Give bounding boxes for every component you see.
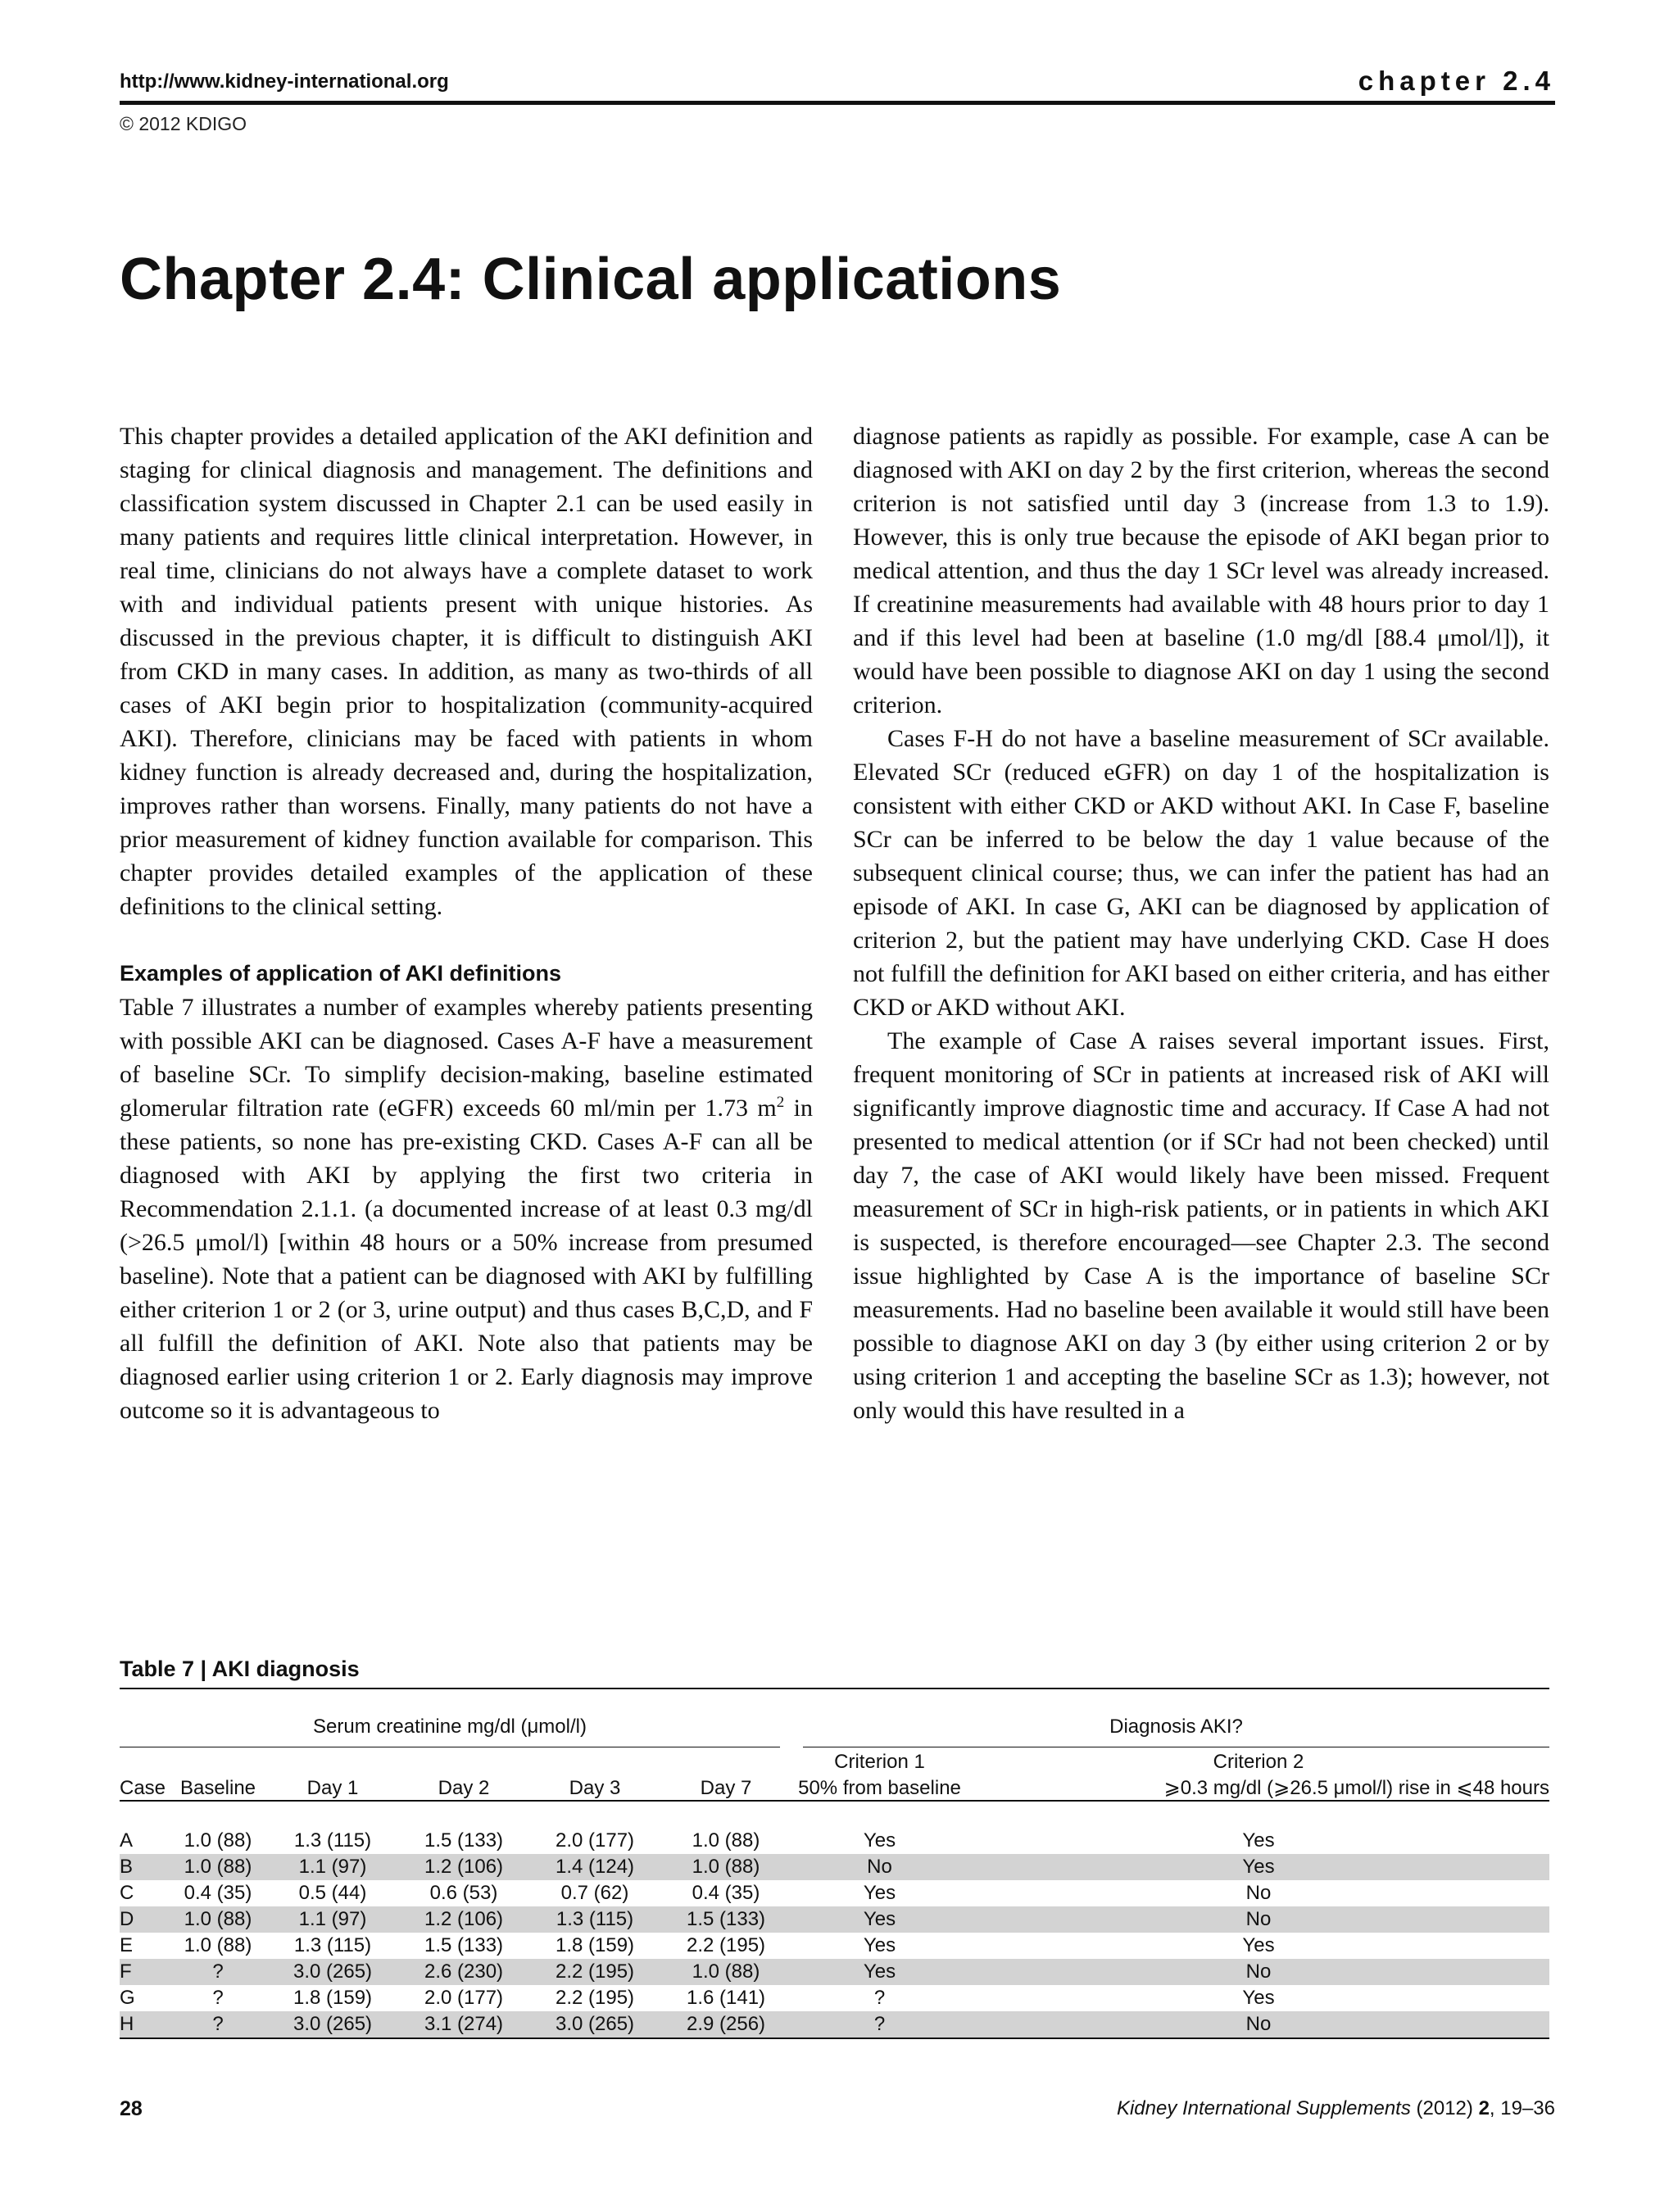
header-criterion-2: Criterion 2 [1213, 1751, 1304, 1773]
examples-paragraph [120, 990, 813, 1427]
superscript-2: 2 [776, 1094, 785, 1111]
citation-volume: 2 [1478, 2097, 1490, 2119]
left-column [120, 419, 813, 1427]
page-number: 28 [120, 2097, 143, 2120]
header-day-7: Day 7 [700, 1777, 752, 1799]
case-a-paragraph: The example of Case A raises several important issues. First, frequent monitoring of SCr in patients at increased risk of AKI will significantly improve diagnostic time and accuracy. If Case A had not presented to medical attention (or if SCr had not been checked) until day 7, the case of AKI would likely have been missed. Frequent measurement of SCr in high-risk patients, or in patients in which AKI is suspected, is therefore encouraged—see Chapter 2.3. The second issue highlighted by Case A is the importance of baseline SCr measurements. Had no baseline been available it would still have been possible to diagnose AKI on day 3 (by either using criterion 2 or by using criterion 1 and accepting the baseline SCr as 1.3); however, not only would this have resulted in a [853, 1027, 1549, 1424]
citation-pages: , 19–36 [1489, 2097, 1555, 2119]
citation-year: (2012) [1416, 2097, 1473, 2119]
header-day-2: Day 2 [438, 1777, 490, 1799]
table-row: A 1.0 (88) 1.3 (115) 1.5 (133) 2.0 (177) 1.0 (88) Yes Yes [120, 1829, 1275, 1852]
table-row: H ? 3.0 (265) 3.1 (274) 3.0 (265) 2.9 (256) ? No [120, 2011, 1549, 2038]
header-day-3: Day 3 [569, 1777, 621, 1799]
table-caption: Table 7 | AKI diagnosis [120, 1657, 360, 1681]
header-url[interactable]: http://www.kidney-international.org [120, 70, 449, 93]
section-subheading: Examples of application of AKI definitions [120, 961, 562, 986]
header-criterion-2-desc: ⩾0.3 mg/dl (⩾26.5 μmol/l) rise in ⩽48 hours [1163, 1777, 1549, 1799]
group-diagnosis: Diagnosis AKI? [791, 1716, 1549, 1747]
header-day-1: Day 1 [306, 1777, 359, 1799]
continued-paragraph: diagnose patients as rapidly as possible. For example, case A can be diagnosed with AKI on day 2 by the first criterion, whereas the second criterion is not satisfied until day 3 (increase from 1.3 to 1.9). However, this is only true because the episode of AKI began prior to medical attention, and thus the day 1 SCr level was already increased. If creatinine measurements had available with 48 hours prior to day 1 and if this level had been at baseline (1.0 mg/dl [88.4 μmol/l]), it would have been possible to diagnose AKI on day 1 using the second criterion. [853, 423, 1549, 718]
group-serum-creatinine: Serum creatinine mg/dl (μmol/l) [120, 1716, 791, 1747]
intro-paragraph: This chapter provides a detailed application of the AKI definition and staging for clinical diagnosis and management. The definitions and classification system discussed in Chapter 2.1 can be used easily in many patients and requires little clinical interpretation. However, in real time, clinicians do not always have a complete dataset to work with and individual patients present with unique histories. As discussed in the previous chapter, it is difficult to distinguish AKI from CKD in many cases. In addition, as many as two-thirds of all cases of AKI begin prior to hospitalization (community-acquired AKI). Therefore, clinicians may be faced with patients in whom kidney function is already decreased and, during the hospitalization, improves rather than worsens. Finally, many patients do not have a prior measurement of kidney function available for comparison. This chapter provides detailed examples of the application of these definitions to the clinical setting. [120, 423, 813, 920]
examples-text-a: Table 7 illustrates a number of examples whereby patients presenting with possible AKI can be diagnosed. Cases A-F have a measurement of baseline SCr. To simplify decision-making, baseline estimated glomerular filtration rate (eGFR) exceeds 60 ml/min per 1.73 m [120, 994, 813, 1122]
header-criterion-1-desc: 50% from baseline [798, 1777, 961, 1799]
table-row: F ? 3.0 (265) 2.6 (230) 2.2 (195) 1.0 (88) Yes No [120, 1959, 1549, 1985]
chapter-title: Chapter 2.4: Clinical applications [120, 247, 1062, 312]
cases-fh-paragraph: Cases F-H do not have a baseline measurement of SCr available. Elevated SCr (reduced eGFR) on day 1 of the hospitalization is consistent with either CKD or AKD without AKI. In Case F, baseline SCr can be inferred to be below the day 1 value because of the subsequent clinical course; thus, we can infer the patient has had an episode of AKI. In case G, AKI can be diagnosed by application of criterion 2, but the patient may have underlying CKD. Case H does not fulfill the definition for AKI based on either criteria, and has either CKD or AKD without AKI. [853, 725, 1549, 1021]
table-row: C 0.4 (35) 0.5 (44) 0.6 (53) 0.7 (62) 0.4 (35) Yes No [120, 1882, 1272, 1904]
right-column [853, 419, 1549, 1427]
aki-diagnosis-table [120, 1688, 1549, 2065]
header-baseline: Baseline [179, 1777, 256, 1799]
examples-text-b: in these patients, so none has pre-existing CKD. Cases A-F can all be diagnosed with AKI by applying the first two criteria in Recommendation 2.1.1. (a documented increase of at least 0.3 mg/dl (>26.5 μmol/l) [within 48 hours or a 50% increase from presumed baseline). Note that a patient can be diagnosed with AKI by fulfilling either criterion 1 or 2 (or 3, urine output) and thus cases B,C,D, and F all fulfill the definition of AKI. Note also that patients may be diagnosed earlier using criterion 1 or 2. Early diagnosis may improve outcome so it is advantageous to [120, 1095, 813, 1424]
header-case: Case [120, 1777, 166, 1799]
table-row: B 1.0 (88) 1.1 (97) 1.2 (106) 1.4 (124) 1.0 (88) No Yes [120, 1854, 1549, 1880]
header-chapter-label: chapter 2.4 [1358, 66, 1555, 96]
table-row: E 1.0 (88) 1.3 (115) 1.5 (133) 1.8 (159) 2.2 (195) Yes Yes [120, 1934, 1275, 1956]
table-row: G ? 1.8 (159) 2.0 (177) 2.2 (195) 1.6 (141) ? Yes [120, 1987, 1275, 2009]
copyright: © 2012 KDIGO [120, 113, 247, 134]
journal-name: Kidney International Supplements [1116, 2097, 1411, 2119]
header-rule [120, 101, 1555, 105]
table-row: D 1.0 (88) 1.1 (97) 1.2 (106) 1.3 (115) 1.5 (133) Yes No [120, 1906, 1549, 1933]
header-criterion-1: Criterion 1 [834, 1751, 925, 1773]
journal-citation [1117, 2097, 1555, 2120]
